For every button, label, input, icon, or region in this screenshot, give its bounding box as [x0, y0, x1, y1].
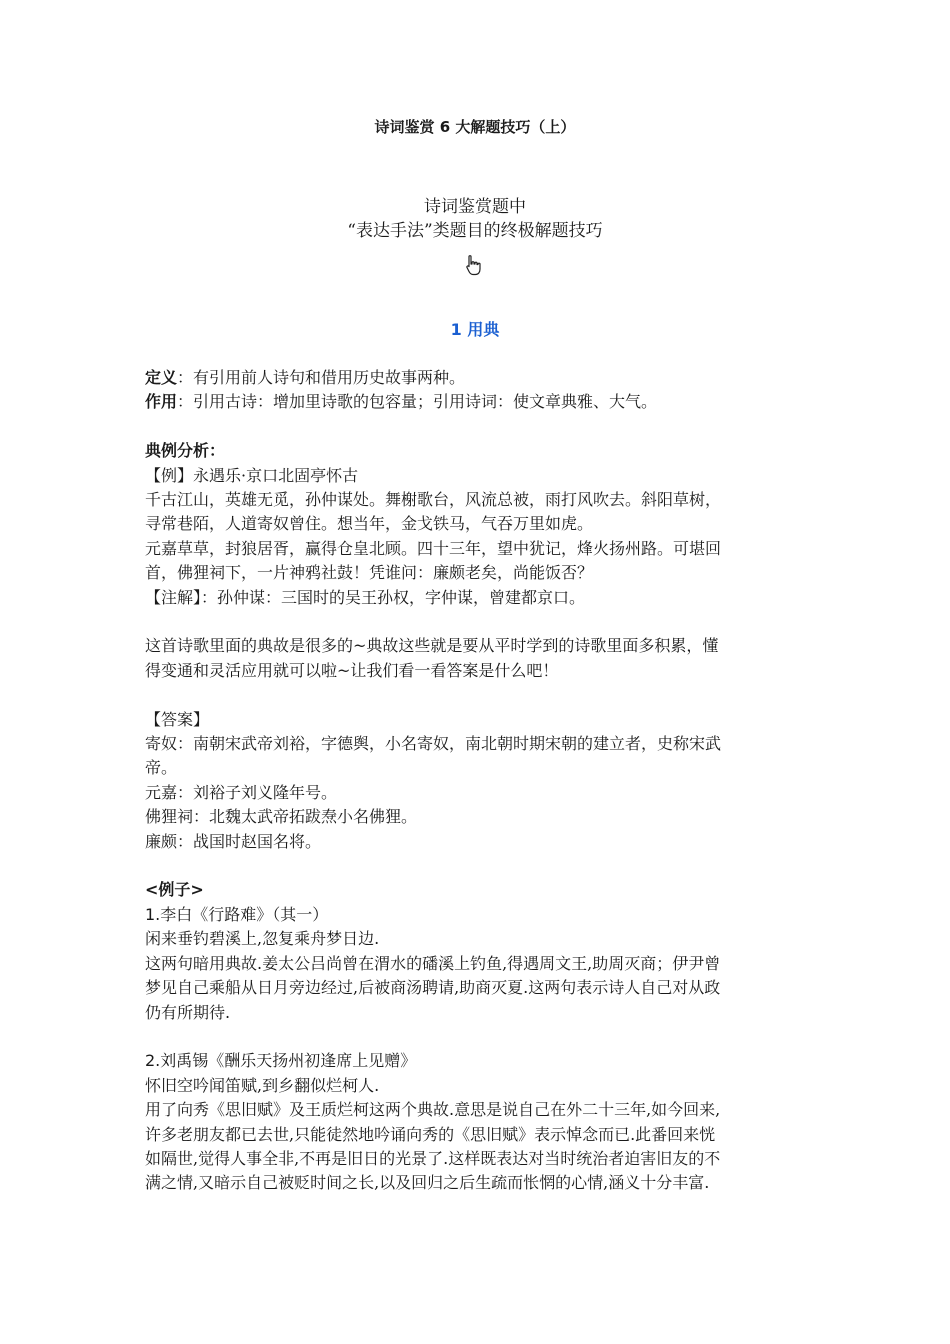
example-1-title: 李白《行路难》（其一）	[160, 904, 329, 924]
example-2-explanation-line: 如隔世,觉得人事全非,不再是旧日的光景了.这样既表达对当时统治者迫害旧友的不	[145, 1148, 721, 1168]
pointing-hand-icon	[465, 254, 485, 278]
note-line: 【注解】：孙仲谋：三国时的吴王孙权，字仲谋，曾建都京口。	[145, 587, 586, 607]
document-title: 诗词鉴赏 6 大解题技巧（上）	[374, 118, 576, 136]
poem-line: 寻常巷陌，人道寄奴曾住。想当年，金戈铁马，气吞万里如虎。	[145, 514, 594, 534]
answer-line: 廉颇：战国时赵国名将。	[145, 831, 322, 851]
commentary-line: 得变通和灵活应用就可以啦~让我们看一看答案是什么吧！	[145, 660, 559, 680]
answer-heading: 【答案】	[145, 709, 210, 729]
poem-line: 千古江山，英雄无觅，孙仲谋处。舞榭歌台，风流总被，雨打风吹去。斜阳草树，	[145, 490, 722, 510]
example-2-explanation-line: 用了向秀《思旧赋》及王质烂柯这两个典故.意思是说自己在外二十三年,如今回来,	[145, 1100, 721, 1120]
definition-label: 定义	[145, 368, 178, 387]
example-1-title-line	[145, 903, 815, 927]
definition-paragraph	[145, 366, 815, 390]
analysis-heading: 典例分析：	[145, 441, 226, 461]
section-title: 用典	[467, 320, 500, 339]
example-1-explanation-line: 梦见自己乘船从日月旁边经过,后被商汤聘请,助商灭夏.这两句表示诗人自己对从政	[145, 978, 721, 998]
example-2-title: 刘禹锡《酬乐天扬州初逢席上见赠》	[160, 1051, 417, 1071]
answer-line: 帝。	[145, 758, 178, 778]
answer-line: 寄奴：南朝宋武帝刘裕，字德舆，小名寄奴，南北朝时期宋朝的建立者，史称宋武	[145, 734, 722, 754]
example-1-verse: 闲来垂钓碧溪上,忽复乘舟梦日边.	[145, 929, 380, 949]
section-number: 1	[450, 320, 462, 339]
poem-line: 首，佛狸祠下，一片神鸦社鼓！凭谁问：廉颇老矣，尚能饭否？	[145, 563, 594, 583]
example-title: 【例】永遇乐·京口北固亭怀古	[145, 465, 359, 485]
commentary-line: 这首诗歌里面的典故是很多的~典故这些就是要从平时学到的诗歌里面多积累，懂	[145, 636, 719, 656]
effect-text: ：引用古诗：增加里诗歌的包容量；引用诗词：使文章典雅、大气。	[177, 392, 658, 412]
example-1-explanation-line: 仍有所期待.	[145, 1002, 231, 1022]
effect-label: 作用	[145, 392, 178, 412]
effect-paragraph	[145, 390, 815, 414]
document-body	[145, 366, 815, 1196]
examples-heading: <例子>	[145, 880, 204, 900]
example-2-number: 2.	[145, 1051, 161, 1071]
example-1-explanation-line: 这两句暗用典故.姜太公吕尚曾在渭水的磻溪上钓鱼,得遇周文王,助周灭商；伊尹曾	[145, 953, 721, 973]
answer-line: 元嘉：刘裕子刘义隆年号。	[145, 782, 338, 802]
answer-line: 佛狸祠：北魏太武帝拓跋焘小名佛狸。	[145, 807, 418, 827]
subtitle-line-1: 诗词鉴赏题中	[424, 197, 526, 217]
example-2-explanation-line: 许多老朋友都已去世,只能徒然地吟诵向秀的《思旧赋》表示悼念而已.此番回来恍	[145, 1124, 716, 1144]
poem-line: 元嘉草草，封狼居胥，赢得仓皇北顾。四十三年，望中犹记，烽火扬州路。可堪回	[145, 538, 722, 558]
example-1-number: 1.	[145, 904, 161, 924]
example-2-explanation-line: 满之情,又暗示自己被贬时间之长,以及回归之后生疏而怅惘的心情,涵义十分丰富.	[145, 1173, 710, 1193]
example-2-title-line	[145, 1049, 815, 1073]
subtitle-line-2: “表达手法”类题目的终极解题技巧	[347, 221, 603, 241]
example-2-verse: 怀旧空吟闻笛赋,到乡翻似烂柯人.	[145, 1075, 380, 1095]
definition-text: ：有引用前人诗句和借用历史故事两种。	[177, 368, 466, 387]
section-heading-allusion	[0, 317, 950, 340]
